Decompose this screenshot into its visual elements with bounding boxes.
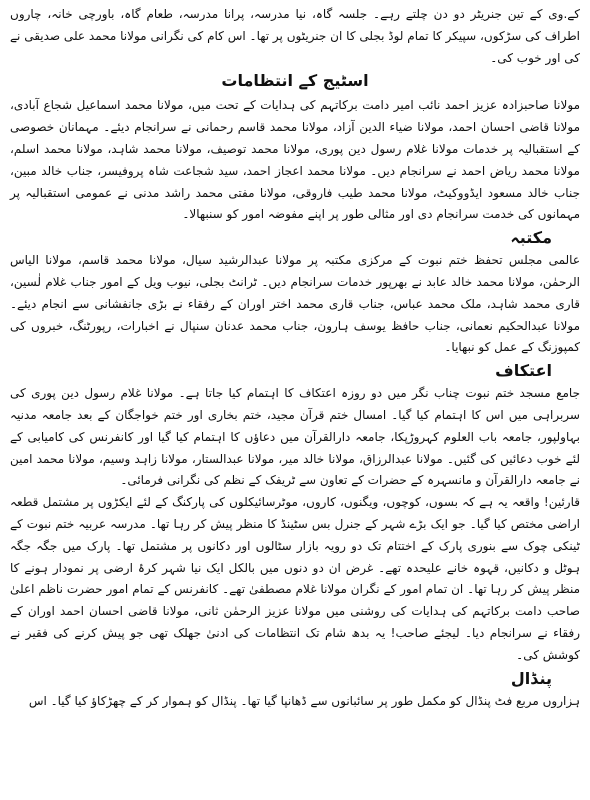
stage-arrangements-heading: اسٹیج کے انتظامات <box>221 71 369 91</box>
itikaf-heading: اعتکاف <box>495 361 552 381</box>
stage-arrangements-paragraph: مولانا صاحبزادہ عزیز احمد نائب امیر دامت برکاتہم کی ہدایات کے تحت میں، مولانا محمد اسماعیل شجاع آبادی، مولانا قاضی احسان احمد، مولانا ضیاء الدین آزاد، مولانا محمد قاسم رحمانی نے سرانجام دیئے۔ مہمانان خصوصی کے استقبالیہ پر خدمات مولانا غلام رسول دین پوری، مولانا محمد توصیف، مولانا محمد شاہد، مولانا محمد اسلم، مولانا محمد ریاض احمد نے سرانجام دیں۔ مولانا محمد اعجاز احمد، سید شجاعت شاہ پروفیسر، جناب خالد مبین، جناب خالد مسعود ایڈووکیٹ، مولانا محمد طیب فاروقی، مولانا مفتی محمد راشد مدنی نے عمومی استقبالیہ پر مہمانوں کی خدمت سرانجام دی اور مثالی طور پر اپنے مفوضہ امور کو سنبھالا۔ <box>10 98 580 222</box>
maktaba-heading: مکتبہ <box>510 228 552 248</box>
maktaba-paragraph: عالمی مجلس تحفظ ختم نبوت کے مرکزی مکتبہ پر مولانا عبدالرشید سیال، مولانا محمد قاسم، مولانا الیاس الرحمٰن، مولانا محمد خالد عابد نے بھرپور خدمات سرانجام دیں۔ ٹرانٹ بجلی، نیوب ویل کے امور جناب غلام لٰسین، قاری محمد شاہد، ملک محمد عباس، جناب قاری محمد اختر اوران کے رفقاء نے بڑی جانفشانی سے انجام دیئے۔ مولانا عبدالحکیم نعمانی، جناب حافظ یوسف ہارون، جناب محمد عدنان سنپال نے اخبارات، رپورٹنگ، خبروں کی کمپوزنگ کے عمل کو نبھایا۔ <box>10 253 580 355</box>
pandal-heading: پنڈال <box>510 668 552 688</box>
traffic-parking-paragraph: قارئین! واقعہ یہ ہے کہ بسوں، کوچوں، ویگنوں، کاروں، موٹرسائیکلوں کی پارکنگ کے لئے ایکڑوں پر مشتمل قطعہ اراضی مختص کیا گیا۔ جو ایک بڑے شہر کے جنرل بس سٹینڈ کا منظر پیش کر رہا تھا۔ مدرسہ عربیہ ختم نبوت کے ٹینکی چوک سے بنوری پارک کے اختتام تک دو رویہ بازار سٹالوں اور دکانوں پر مشتمل تھا۔ پارک میں جگہ جگہ ہوٹل و دکانیں، قہوہ خانے علیحدہ تھے۔ غرض ان دو دنوں میں بالکل ایک نیا شہر کرۂ ارضی پر نمودار ہونے کا منظر پیش کر رہا تھا۔ ان تمام امور کے نگران مولانا غلام مصطفیٰ تھے۔ کانفرنس کے تمام امور حضرت ناظم اعلیٰ صاحب دامت برکاتہم کی ہدایات کی روشنی میں مولانا عزیز الرحمٰن ثانی، مولانا قاضی احسان احمد اوران کے رفقاء نے سرانجام دیا۔ لیجئے صاحب! یہ بدھ شام تک انتظامات کی ادنیٰ جھلک تھی جو پیش کرنے کی فقیر نے کوشش کی۔ <box>10 495 580 662</box>
intro-paragraph: کے.وی کے تین جنریٹر دو دن چلتے رہے۔ جلسہ گاہ، نیا مدرسہ، پرانا مدرسہ، طعام گاہ، باورچی خانہ، چاروں اطراف کی سڑکوں، سپیکر کا تمام لوڈ بجلی کا ان جنریٹوں پر تھا۔ اس کام کی نگرانی مولانا محمد علی صدیقی نے کی اور خوب کی۔ <box>10 7 580 65</box>
pandal-paragraph: ہزاروں مربع فٹ پنڈال کو مکمل طور پر سائبانوں سے ڈھانپا گیا تھا۔ پنڈال کو ہموار کر کے چھڑکاؤ کیا گیا۔ اس <box>28 693 580 708</box>
itikaf-paragraph: جامع مسجد ختم نبوت چناب نگر میں دو روزہ اعتکاف کا اہتمام کیا جاتا ہے۔ مولانا غلام رسول دین پوری کی سربراہی میں اس کا اہتمام کیا گیا۔ امسال ختم قرآن مجید، ختم بخاری اور ختم خواجگان کے بعد جامعہ مدنیہ بہاولپور، جامعہ باب العلوم کہروڑپکا، جامعہ دارالقرآن میں دعاؤں کا اہتمام کیا گیا اور کانفرنس کی کامیابی کے لئے خوب دعائیں کی گئیں۔ مولانا عبدالرزاق، مولانا خالد میر، مولانا عبدالستار، مولانا زاہد وسیم، مولانا محمد امین نے جامعہ دارالقرآن و مانسہرہ کے حضرات کے تعاون سے ٹریفک کے نظم کی نگرانی فرمائی۔ <box>10 386 580 488</box>
